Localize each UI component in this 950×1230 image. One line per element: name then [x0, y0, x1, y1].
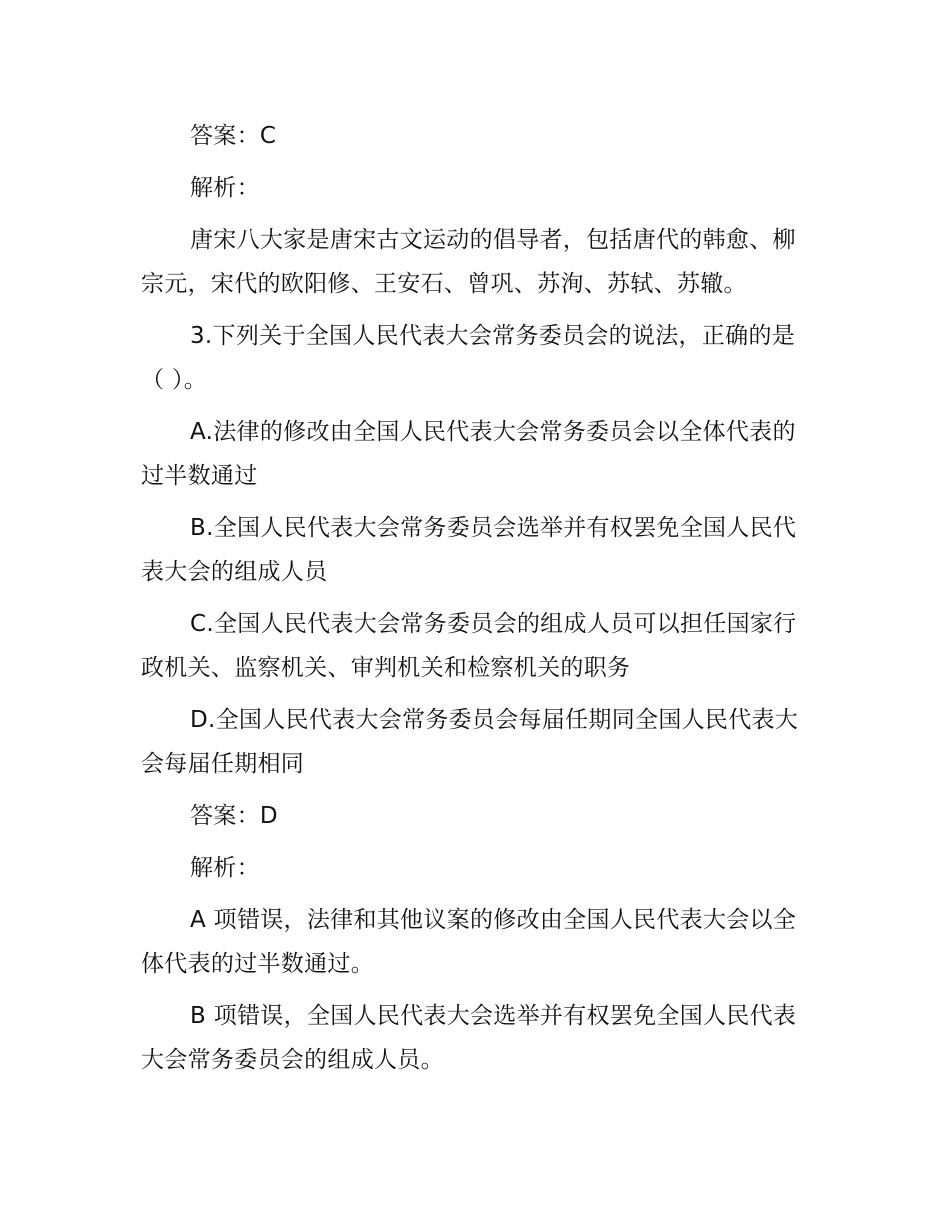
- explanation-label-1: 解析：: [190, 175, 260, 201]
- explanation-text-1: 唐宋八大家是唐宋古文运动的倡导者，包括唐代的韩愈、柳宗元，宋代的欧阳修、王安石、曾巩、苏洵、苏轼、苏辙。: [141, 227, 796, 297]
- document-page: [141, 114, 811, 1090]
- option-b: B.全国人民代表大会常务委员会选举并有权罢免全国人民代表大会的组成人员: [141, 515, 797, 585]
- explanation-a: A 项错误，法律和其他议案的修改由全国人民代表大会以全体代表的过半数通过。: [141, 907, 797, 977]
- answer-line-1: 答案：C: [190, 123, 277, 149]
- option-a: A.法律的修改由全国人民代表大会常务委员会以全体代表的过半数通过: [141, 419, 796, 489]
- explanation-b: B 项错误，全国人民代表大会选举并有权罢免全国人民代表大会常务委员会的组成人员。: [141, 1003, 797, 1073]
- answer-line-2: 答案：D: [190, 803, 278, 829]
- explanation-label-2: 解析：: [190, 855, 260, 881]
- option-c: C.全国人民代表大会常务委员会的组成人员可以担任国家行政机关、监察机关、审判机关和检察机关的职务: [141, 611, 797, 681]
- question-3: 3.下列关于全国人民代表大会常务委员会的说法，正确的是（ ）。: [141, 323, 796, 393]
- option-d: D.全国人民代表大会常务委员会每届任期同全国人民代表大会每届任期相同: [141, 707, 799, 777]
